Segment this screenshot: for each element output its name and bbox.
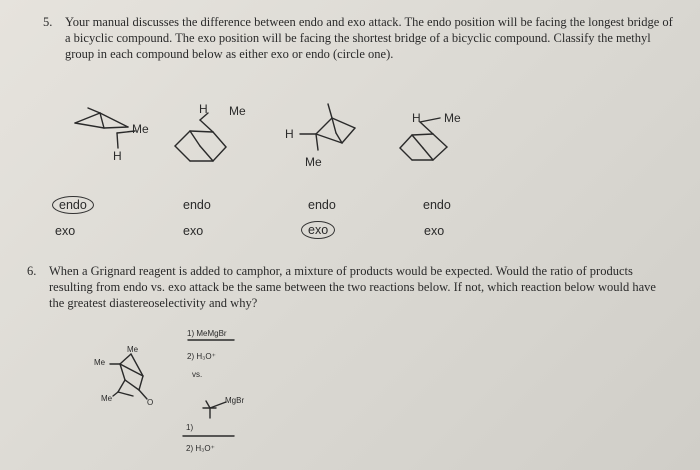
reaction-1-step-1: 1) MeMgBr [187,329,227,338]
structure-1-me-label: Me [132,122,149,136]
structure-3-drawing [300,104,355,150]
reaction-2-reagent-mgbr: MgBr [225,396,245,405]
structure-4-h-label: H [412,111,421,125]
camphor-drawing [110,354,147,399]
reaction-2-step-2: 2) H₃O⁺ [186,444,215,453]
camphor-me-left-label: Me [94,358,106,367]
question-number: 5. [43,15,53,29]
structure-2-me-label: Me [229,104,246,118]
camphor-me-top-label: Me [127,345,139,354]
structure-1-drawing [75,108,135,148]
reaction-separator-vs: vs. [192,370,203,379]
structure-1-exo-option[interactable]: exo [55,224,76,238]
structure-4-me-label: Me [444,111,461,125]
question-text: When a Grignard reagent is added to camphor, a mixture of products would be expected. Would the ratio of products resulting from endo vs. exo attack be the same between the two reactions below. If not, which reaction below would have the greatest diastereoselectivity and why? [49,264,656,310]
structure-2-exo-option[interactable]: exo [183,224,204,238]
structure-2-h-label: H [199,102,208,116]
structure-1-endo-option[interactable]: endo [52,196,94,214]
structure-3-h-label: H [285,127,294,141]
question-number: 6. [27,264,37,278]
structure-4-drawing [400,118,447,160]
tbutyl-grignard-drawing [203,401,226,418]
structure-4-exo-option[interactable]: exo [424,224,445,238]
structure-4-endo-option[interactable]: endo [423,198,451,212]
structure-3-me-label: Me [305,155,322,169]
camphor-carbonyl-o-label: O [147,398,154,407]
structure-1-h-label: H [113,149,122,163]
camphor-me-bottom-label: Me [101,394,113,403]
reaction-2-step-1: 1) [186,423,194,432]
structure-2-drawing [175,113,226,161]
question-text: Your manual discusses the difference between endo and exo attack. The endo position will be facing the longest bridge of a bicyclic compound. The exo position will be facing the shortest bridge of a bicyclic compound. Classify the methyl group in each compound below as either exo or endo (circle one). [65,15,673,61]
structure-3-endo-option[interactable]: endo [308,198,336,212]
structure-2-endo-option[interactable]: endo [183,198,211,212]
structure-3-exo-option[interactable]: exo [301,221,335,239]
reaction-1-step-2: 2) H₃O⁺ [187,352,216,361]
